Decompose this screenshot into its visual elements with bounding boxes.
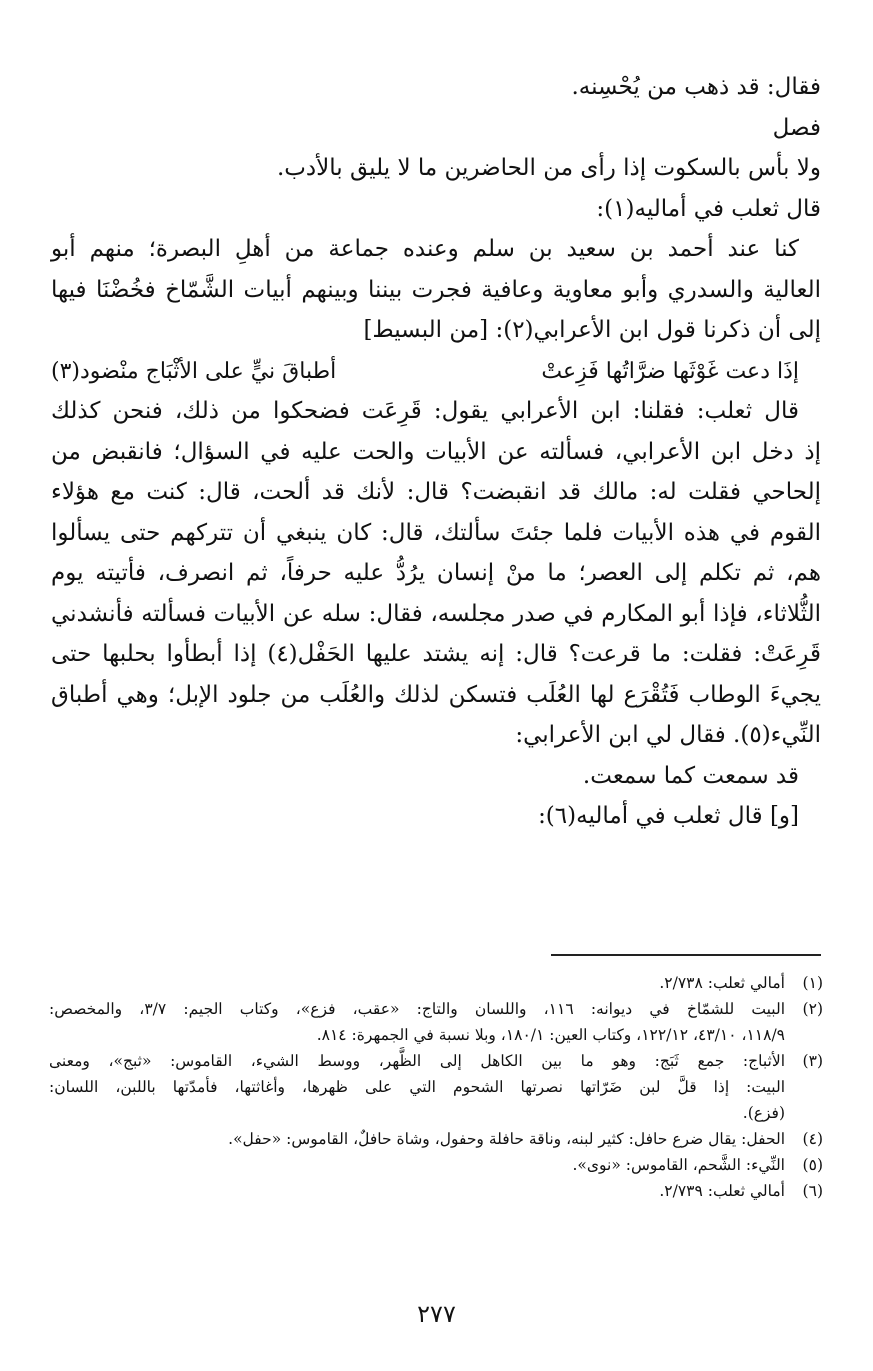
text-line: قال ثعلب: فقلنا: ابن الأعرابي يقول: قَرِعَت فضحكوا من ذلك، فنحن كذلك bbox=[51, 398, 799, 424]
footnote bbox=[49, 1152, 823, 1178]
footnote-number: (١) bbox=[802, 974, 823, 992]
text-line: قَرِعَتْ: فقلت: ما قرعت؟ قال: إنه يشتد عليها الحَفْل(٤) إذا أبطأوا بحلبها حتى bbox=[51, 641, 821, 667]
footnote-number: (٦) bbox=[802, 1182, 823, 1200]
text-line: إلحاحي فقلت له: مالك قد انقبضت؟ قال: لأنك قد ألحت، قال: كنت مع هؤلاء bbox=[51, 479, 821, 505]
text-line: الثُّلاثاء، فإذا أبو المكارم في صدر مجلسه، فقال: سله عن الأبيات فسألته فأنشدني bbox=[51, 600, 821, 627]
verse-first-hemistich: إذَا دعت غَوْثَها ضرَّاتُها فَزِعتْ bbox=[541, 358, 799, 384]
text-line: قد سمعت كما سمعت. bbox=[582, 762, 799, 789]
footnotes bbox=[49, 970, 823, 1204]
text-line: فقال: قد ذهب من يُحْسِنه. bbox=[571, 74, 821, 100]
footnote bbox=[49, 996, 823, 1048]
footnote bbox=[49, 1048, 823, 1126]
text-line: إذ دخل ابن الأعرابي، فسألته عن الأبيات والحت عليه في السؤال؛ فانقبض من bbox=[51, 438, 821, 465]
text-line: ولا بأس بالسكوت إذا رأى من الحاضرين ما لا يليق بالأدب. bbox=[276, 155, 821, 181]
text-line: إلى أن ذكرنا قول ابن الأعرابي(٢): [من البسيط] bbox=[363, 317, 821, 343]
footnote-line: (فزع). bbox=[742, 1104, 785, 1122]
text-line: قال ثعلب في أماليه(١): bbox=[596, 195, 821, 222]
text-line: كنا عند أحمد بن سعيد بن سلم وعنده جماعة من أهلِ البصرة؛ منهم أبو bbox=[51, 236, 799, 262]
footnote-line: الحفل: يقال ضرع حافل: كثير لبنه، وناقة حافلة وحفول، وشاة حافلٌ، القاموس: «حفل». bbox=[228, 1130, 785, 1148]
footnote-separator bbox=[551, 954, 821, 956]
poetry-verse bbox=[51, 358, 821, 385]
footnote-line: الأثباج: جمع ثَبَج: وهو ما بين الكاهل إلى الظَّهر، ووسط الشيء، القاموس: «ثبج»، ومعنى bbox=[49, 1052, 785, 1070]
main-text bbox=[51, 74, 821, 844]
text-line: [و] قال ثعلب في أماليه(٦): bbox=[538, 803, 799, 829]
footnote bbox=[49, 970, 823, 996]
section-heading: فصل bbox=[772, 114, 821, 141]
text-line: هم، ثم تكلم إلى العصر؛ ما منْ إنسان يرُدُّ عليه حرفاً، ثم انصرف، فأتيته يوم bbox=[51, 560, 821, 586]
footnote-number: (٣) bbox=[802, 1052, 823, 1070]
footnote-line: النِّيء: الشَّحم، القاموس: «نوى». bbox=[572, 1156, 785, 1174]
text-line: يجيءَ الوطاب فَتُقْرَع لها العُلَب فتسكن لذلك والعُلَب من جلود الإبل؛ وهي أطباق bbox=[51, 681, 821, 708]
footnote-line: أمالي ثعلب: ٢/٧٣٩. bbox=[659, 1182, 785, 1200]
footnote-line: ١١٨/٩، ٤٣/١٠، ١٢٢/١٢، وكتاب العين: ١٨٠/١، وبلا نسبة في الجمهرة: ٨١٤. bbox=[316, 1026, 785, 1044]
verse-second-hemistich: أطباقَ نيٍّ على الأثْبَاج منْضود(٣) bbox=[51, 358, 337, 384]
text-line: القوم في هذه الأبيات فلما جئتَ سألتك، قال: كان ينبغي أن تتركهم حتى يسألوا bbox=[51, 519, 821, 546]
footnote-line: البيت: إذا قلَّ لبن ضَرّاتها نصرتها الشحوم التي على ظهرها، وأغاثتها، فأمدّتها باللبن، اللسان: bbox=[49, 1078, 785, 1096]
text-line: النِّيء(٥). فقال لي ابن الأعرابي: bbox=[515, 722, 821, 748]
page-number: ٢٧٧ bbox=[417, 1300, 456, 1328]
footnote-number: (٤) bbox=[802, 1130, 823, 1148]
footnote bbox=[49, 1126, 823, 1152]
footnote-number: (٢) bbox=[802, 1000, 823, 1018]
footnote bbox=[49, 1178, 823, 1204]
footnote-line: أمالي ثعلب: ٢/٧٣٨. bbox=[659, 974, 785, 992]
footnote-number: (٥) bbox=[802, 1156, 823, 1174]
text-line: العالية والسدري وأبو معاوية وعافية فجرت بيننا وبينهم أبيات الشَّمّاخ فخُضْنَا فيها bbox=[51, 276, 821, 303]
footnote-line: البيت للشمّاخ في ديوانه: ١١٦، واللسان والتاج: «عقب، فزع»، وكتاب الجيم: ٣/٧، والمخصص: bbox=[49, 1000, 785, 1018]
